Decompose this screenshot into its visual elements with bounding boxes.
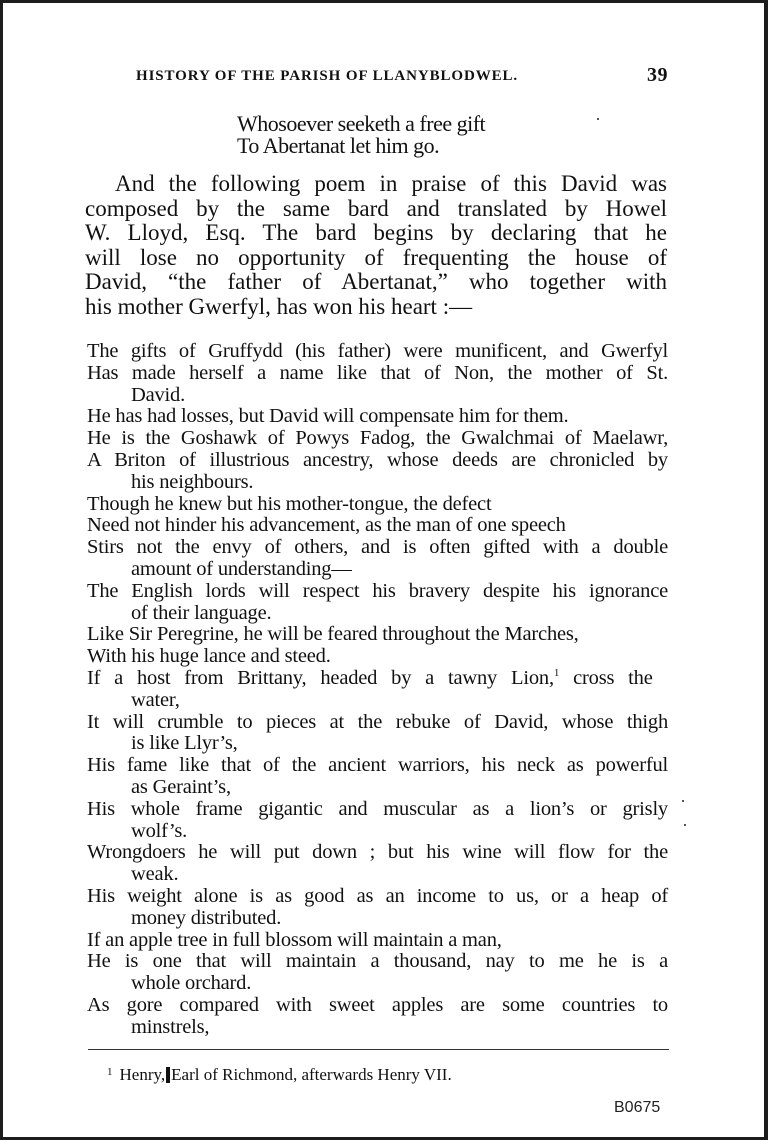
scan-speck (597, 118, 599, 120)
poem-line-continuation: water, (131, 688, 180, 711)
prose-line: And the following poem in praise of this David was (115, 171, 667, 196)
prose-line: composed by the same bard and translated by Howel (85, 195, 667, 221)
poem-line: He is one that will maintain a thousand, nay to me he is a (87, 950, 668, 973)
footnote-reference[interactable]: 1 (553, 666, 560, 679)
poem-line-continuation: David. (131, 383, 186, 406)
poem-line-continuation: money distributed. (131, 906, 282, 929)
epigraph-line: To Abertanat let him go. (237, 133, 440, 158)
epigraph-line: Whosoever seeketh a free gift (237, 111, 486, 136)
poem-line: The gifts of Gruffydd (his father) were munificent, and Gwerfyl (87, 340, 668, 362)
prose-paragraph (85, 172, 667, 320)
poem-line: His fame like that of the ancient warriors, his neck as powerful (87, 754, 668, 777)
poem-line-continuation: whole orchard. (131, 972, 252, 995)
poem-line: He is the Goshawk of Powys Fadog, the Gwalchmai of Maelawr, (87, 427, 668, 450)
poem-line: Though he knew but his mother-tongue, the defect (87, 492, 492, 515)
poem-line: Like Sir Peregrine, he will be feared throughout the Marches, (87, 623, 579, 646)
poem-translation (87, 341, 668, 1039)
poem-line: The English lords will respect his bravery despite his ignorance (87, 579, 668, 602)
poem-line: With his huge lance and steed. (87, 645, 331, 668)
document-page (3, 3, 764, 1137)
poem-line: Has made herself a name like that of Non, the mother of St. (87, 361, 668, 384)
poem-line-continuation: of their language. (131, 601, 272, 624)
poem-line: If a host from Brittany, headed by a tawny Lion,$^1$ cross the (87, 666, 653, 689)
poem-line: Stirs not the envy of others, and is often gifted with a double (87, 536, 668, 559)
poem-line-continuation: weak. (131, 863, 179, 886)
poem-line-continuation: amount of understanding— (131, 557, 352, 580)
scan-speck (684, 824, 686, 826)
poem-line: He has had losses, but David will compensate him for them. (87, 405, 569, 428)
poem-line-continuation: wolf’s. (131, 819, 188, 842)
poem-line: As gore compared with sweet apples are some countries to (87, 993, 668, 1016)
prose-line: will lose no opportunity of frequenting the house of (85, 244, 667, 270)
poem-line: His whole frame gigantic and muscular as a lion’s or grisly (87, 797, 668, 820)
footnote-text-end: Earl of Richmond, afterwards Henry VII. (171, 1065, 452, 1084)
footnote-marker: 1 (107, 1066, 113, 1078)
page-number: 39 (647, 64, 668, 86)
catalog-id: B0675 (614, 1099, 661, 1116)
poem-line-continuation: is like Llyr’s, (131, 732, 238, 755)
epigraph (237, 113, 485, 157)
prose-line: David, “the father of Abertanat,” who together with (85, 269, 667, 295)
poem-line-continuation: as Geraint’s, (131, 775, 231, 798)
prose-line: his mother Gwerfyl, has won his heart :— (85, 293, 473, 319)
prose-line: W. Lloyd, Esq. The bard begins by declaring that he (85, 220, 667, 246)
footnote-text-start: Henry, (119, 1065, 166, 1084)
ink-blot-mark (166, 1067, 170, 1083)
poem-line: Need not hinder his advancement, as the man of one speech (87, 514, 566, 537)
poem-line-continuation: his neighbours. (131, 470, 254, 493)
poem-line-continuation: minstrels, (131, 1015, 210, 1038)
footnote-divider (88, 1049, 669, 1050)
poem-line: If an apple tree in full blossom will maintain a man, (87, 928, 502, 951)
footnote (107, 1065, 452, 1085)
running-title: HISTORY OF THE PARISH OF LLANYBLODWEL. (136, 68, 519, 84)
poem-line: A Briton of illustrious ancestry, whose deeds are chronicled by (87, 448, 668, 471)
poem-line: It will crumble to pieces at the rebuke of David, whose thigh (87, 710, 668, 733)
poem-line: Wrongdoers he will put down ; but his wine will flow for the (87, 841, 668, 864)
running-head (133, 66, 668, 90)
poem-line: His weight alone is as good as an income to us, or a heap of (87, 884, 668, 907)
scan-speck (682, 800, 684, 802)
